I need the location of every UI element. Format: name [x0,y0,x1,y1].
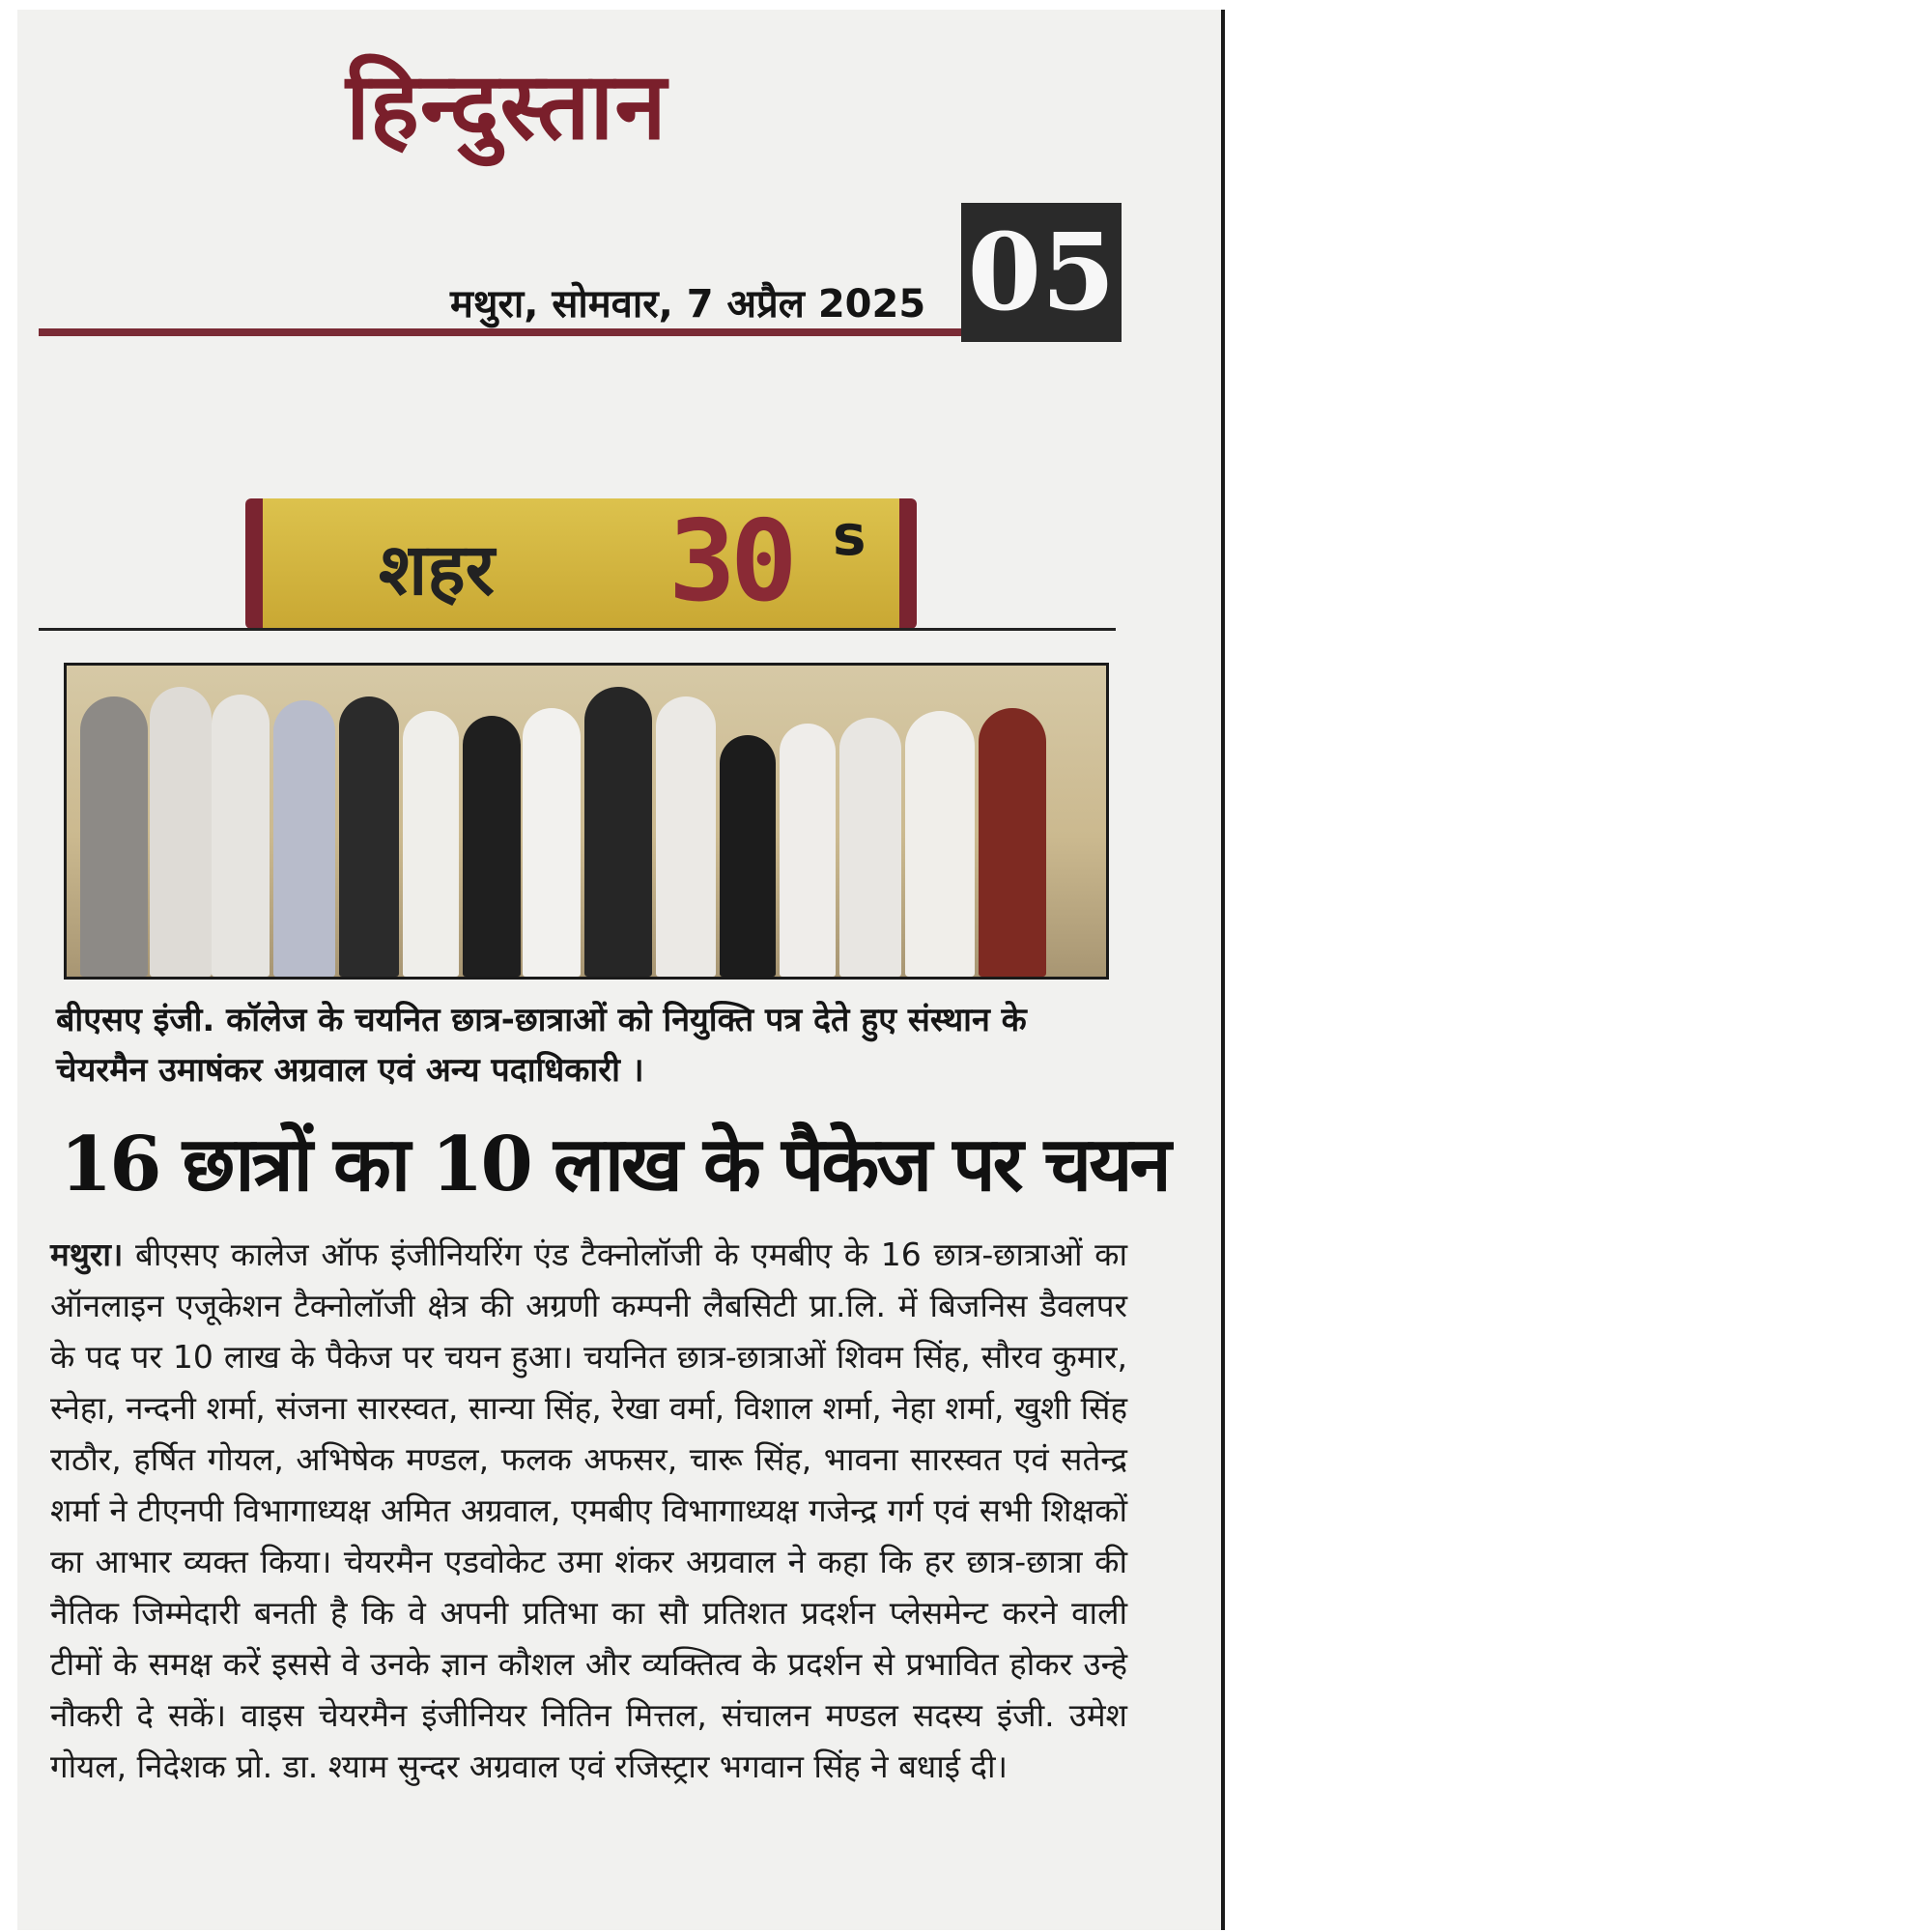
photo-person [839,718,901,977]
photo-person [905,711,975,977]
section-label: शहर [379,528,495,611]
section-suffix: s [833,502,867,568]
photo-person [720,735,776,977]
article-body-text: बीएसए कालेज ऑफ इंजीनियरिंग एंड टैक्नोलॉजी के एमबीए के 16 छात्र-छात्राओं का ऑनलाइन एजूकेशन टैक्नोलॉजी क्षेत्र की अग्रणी कम्पनी लैबसिटी प्रा.लि. में बिजनिस डैवलपर के पद पर 10 लाख के पैकेज पर चयन हुआ। चयनित छात्र-छात्राओं शिवम सिंह, सौरव कुमार, स्नेहा, नन्दनी शर्मा, संजना सारस्वत, सान्या सिंह, रेखा वर्मा, विशाल शर्मा, नेहा शर्मा, खुशी सिंह राठौर, हर्षित गोयल, अभिषेक मण्डल, फलक अफसर, चारू सिंह, भावना सारस्वत एवं सतेन्द्र शर्मा ने टीएनपी विभागाध्यक्ष अमित अग्रवाल, एमबीए विभागाध्यक्ष गजेन्द्र गर्ग एवं सभी शिक्षकों का आभार व्यक्त किया। चेयरमैन एडवोकेट उमा शंकर अग्रवाल ने कहा कि हर छात्र-छात्रा की नैतिक जिम्मेदारी बनती है कि वे अपनी प्रतिभा का सौ प्रतिशत प्रदर्शन प्लेसमेन्ट करने वाली टीमों के समक्ष करें इससे वे उनके ज्ञान कौशल और व्यक्तित्व के प्रदर्शन से प्रभावित होकर उन्हे नौकरी दे सकें। वाइस चेयरमैन इंजीनियर नितिन मित्तल, संचालन मण्डल सदस्य इंजी. उमेश गोयल, निदेशक प्रो. डा. श्याम सुन्दर अग्रवाल एवं रजिस्ट्रार भगवान सिंह ने बधाई दी। [50,1236,1127,1785]
date-line: मथुरा, सोमवार, 7 अप्रैल 2025 [450,282,926,327]
section-divider [39,628,1116,631]
photo-person [979,708,1046,977]
news-photo [64,663,1109,980]
photo-person [403,711,459,977]
section-number: 30 [668,497,792,627]
page-number-badge [961,203,1122,342]
section-badge [245,498,917,629]
photo-person [656,696,716,977]
photo-caption: बीएसए इंजी. कॉलेज के चयनित छात्र-छात्राओं को नियुक्ति पत्र देते हुए संस्थान के चेयरमैन उमाषंकर अग्रवाल एवं अन्य पदाधिकारी । [56,1001,1027,1090]
newspaper-masthead: हिन्दुस्तान [346,51,668,160]
photo-person [523,708,581,977]
photo-person [463,716,521,977]
photo-person [780,724,836,977]
page-number: 05 [967,210,1116,334]
article-dateline: मथुरा। [50,1236,124,1273]
newspaper-clipping [17,10,1225,1930]
photo-person [80,696,148,977]
masthead-divider [39,328,961,336]
photo-person [584,687,652,977]
article-headline: 16 छात्रों का 10 लाख के पैकेज पर चयन [60,1121,1169,1208]
photo-person [273,700,335,977]
photo-person [212,695,270,977]
photo-person [339,696,399,977]
article-body [50,1229,1127,1792]
photo-person [150,687,212,977]
